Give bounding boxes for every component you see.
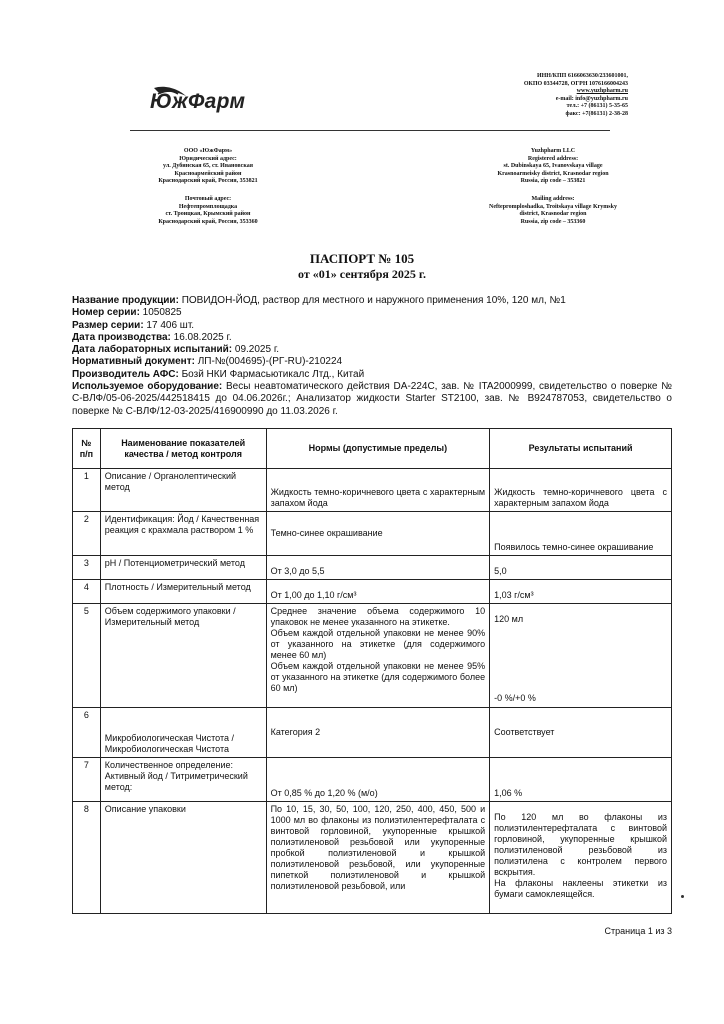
en-legal-address: Yuzhpharm LLC Registered address: st. Dubinskaya 65, Ivanovskaya village Krasnoarmeisky district, Krasnodar region Russia, zip code – 353821: [497, 148, 609, 185]
product-name-line: Название продукции: ПОВИДОН-ЙОД, раствор для местного и наружного применения 10%, 120 мл, №1: [72, 295, 566, 306]
table-row: 1 Описание / Органолептический метод Жидкость темно-коричневого цвета с характерным запахом йода Жидкость темно-коричневого цвета с характерным запахом йода: [73, 469, 672, 512]
normative-doc-line: Нормативный документ: ЛП-№(004695)-(РГ-RU)-210224: [72, 356, 343, 368]
series-size-line: Размер серии: 17 406 шт.: [72, 319, 195, 331]
en-postal-address: Mailing address: Neftepromploshadka, Troitskaya village Krymsky district, Krasnodar region Russia, zip code – 353360: [489, 196, 617, 225]
header-divider: [130, 130, 610, 131]
header-results: Результаты испытаний: [490, 429, 672, 469]
table-row: 3 pH / Потенциометрический метод От 3,0 до 5,5 5,0: [73, 556, 672, 580]
product-info: [72, 295, 672, 418]
table-row: 2 Идентификация: Йод / Качественная реакция с крахмала раствором 1 % Темно-синее окрашивание Появилось темно-синее окрашивание: [73, 512, 672, 556]
equipment-line: Используемое оборудование: Весы неавтоматического действия DA-224C, зав. № ITA2000999, свидетельство о поверке № С-ВЛФ/05-06-2025/442518415 до 04.06.2026г.; Анализатор жидкости Starter ST2100, зав. № B924787053, свидетельство о поверке № С-ВЛФ/12-03-2025/416900990 до 11.03.2026 г.: [72, 381, 672, 417]
header-name: Наименование показателей качества / метод контроля: [100, 429, 266, 469]
page-number: Страница 1 из 3: [604, 926, 672, 936]
table-row: 4 Плотность / Измерительный метод От 1,00 до 1,10 г/см³ 1,03 г/см³: [73, 580, 672, 604]
company-codes: ИНН/КПП 6166063630/233601001, ОКПО 03344728, ОГРН 1076166004243 www.yuzhpharm.ru e-mail: info@yuzhpharm.ru тел.: +7 (86131) 5-35-65 факс: +7(86131) 2-38-28: [523, 73, 628, 117]
header-num: № п/п: [73, 429, 101, 469]
document-date: от «01» сентября 2025 г.: [298, 267, 426, 281]
scan-mark: [681, 895, 684, 898]
table-row: 6 Микробиологическая Чистота / Микробиологическая Чистота Категория 2 Соответствует: [73, 708, 672, 758]
logo-text: ЮжФарм: [150, 90, 246, 113]
test-results-table: [72, 428, 672, 914]
ru-legal-address: ООО «ЮжФарм» Юридический адрес: ул. Дубинская 65, ст. Ивановская Красноармейский район Краснодарский край, Россия, 353821: [158, 148, 258, 185]
table-row: 8 Описание упаковки По 10, 15, 30, 50, 100, 120, 250, 400, 450, 500 и 1000 мл во флаконы из полиэтилентерефталата с винтовой горловиной, укупоренные крышкой полиэтиленовой резьбовой или укупоренные пробкой полиэтиленовой и крышкой полиэтиленовой резьбовой, или укупоренные пипеткой полиэтиленовой и крышкой полиэтиленовой резьбовой, или По 120 мл во флаконы из полиэтилентерефталата с винтовой горловиной, укупоренные крышкой полиэтиленовой резьбовой из полиэтилена с контролем первого вскрытия. На флаконы наклеены этикетки из бумаги самоклеящейся.: [73, 802, 672, 914]
production-date-line: Дата производства: 16.08.2025 г.: [72, 331, 232, 343]
series-number-line: Номер серии: 1050825: [72, 307, 182, 319]
manufacturer-line: Производитель АФС: Бозй НКИ Фармасьютикалс Лтд., Китай: [72, 368, 365, 380]
lab-date-line: Дата лабораторных испытаний: 09.2025 г.: [72, 344, 280, 356]
document-title: ПАСПОРТ № 105: [309, 251, 415, 266]
table-row: 7 Количественное определение: Активный йод / Титриметрический метод: От 0,85 % до 1,20 % (м/о) 1,06 %: [73, 758, 672, 802]
table-header-row: [73, 429, 672, 469]
ru-postal-address: Почтовый адрес: Нефтепромплощадка ст. Троицкая, Крымский район Краснодарский край, Россия, 353360: [158, 196, 258, 225]
table-row: 5 Объем содержимого упаковки / Измерительный метод Среднее значение объема содержимого 10 упаковок не менее указанного на этикетке. Объем каждой отдельной упаковки не менее 90% от указанного на этикетке (для содержимого менее 60 мл) Объем каждой отдельной упаковки не менее 95% от указанного на этикетке (для содержимого более 60 мл) 120 мл -0 %/+0 %: [73, 604, 672, 708]
header-norms: Нормы (допустимые пределы): [266, 429, 490, 469]
